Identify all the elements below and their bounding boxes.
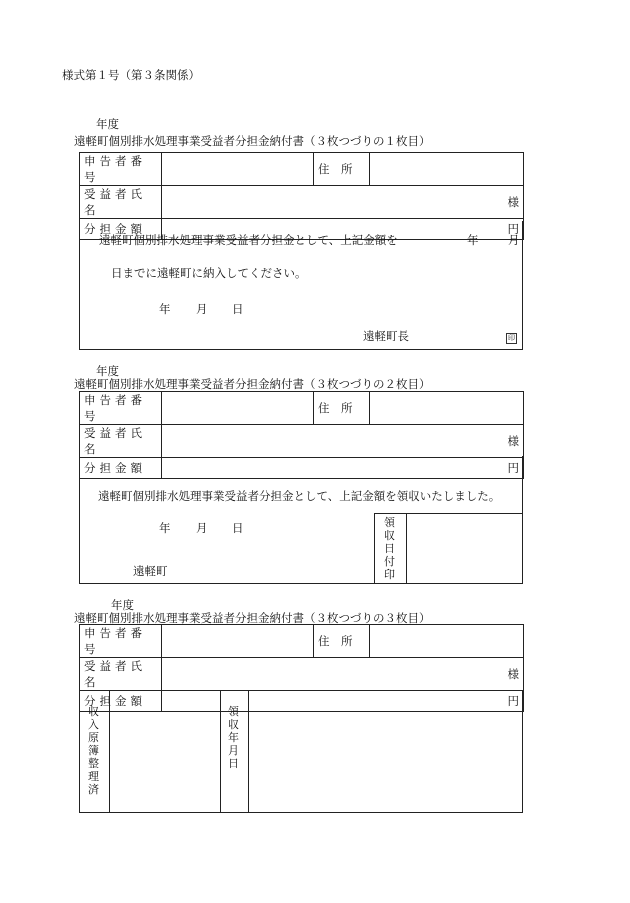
ledger-label-line — [109, 690, 110, 812]
ledger-field-end-line — [220, 690, 221, 812]
beneficiary-name-field[interactable] — [162, 425, 524, 458]
sama-suffix: 様 — [507, 667, 519, 681]
beneficiary-name-label: 受益者氏名 — [80, 186, 162, 219]
address-label: 住 所 — [314, 625, 370, 658]
yen-suffix: 円 — [507, 461, 519, 475]
applicant-number-field[interactable] — [162, 392, 314, 425]
amount-label: 分担金額 — [80, 458, 162, 479]
address-field[interactable] — [370, 392, 524, 425]
beneficiary-name-field[interactable] — [162, 658, 524, 691]
ledger-done-label: 収 入 原 簿 整 理 済 — [88, 705, 99, 796]
sheet1-date-hi: 日 — [232, 302, 244, 316]
sheet1-body-tsuki: 月 — [508, 233, 520, 247]
sama-suffix: 様 — [507, 195, 519, 209]
town-label: 遠軽町 — [133, 564, 168, 578]
amount-label: 分担金額 — [80, 691, 162, 712]
sheet2-body: 遠軽町個別排水処理事業受益者分担金として、上記金額を領収いたしました。 — [98, 489, 501, 503]
address-label: 住 所 — [314, 392, 370, 425]
receipt-stamp-label: 領 収 日 付 印 — [384, 516, 395, 581]
sheet1-notice-box — [79, 221, 523, 350]
sheet3-ledger-box — [79, 690, 523, 813]
sama-suffix: 様 — [507, 434, 519, 448]
mayor-label: 遠軽町長 — [363, 329, 409, 343]
sheet2-receipt-box — [79, 456, 523, 584]
form-number: 様式第１号（第３条関係） — [62, 68, 200, 82]
yen-suffix: 円 — [507, 222, 519, 236]
address-field[interactable] — [370, 153, 524, 186]
address-label: 住 所 — [314, 153, 370, 186]
stamp-inner-line — [406, 513, 407, 583]
sheet2-title: 遠軽町個別排水処理事業受益者分担金納付書（３枚つづりの２枚目） — [74, 377, 431, 391]
beneficiary-name-label: 受益者氏名 — [80, 658, 162, 691]
sheet3-title: 遠軽町個別排水処理事業受益者分担金納付書（３枚つづりの３枚目） — [74, 611, 431, 625]
sheet1-body-line2: 日までに遠軽町に納入してください。 — [111, 266, 307, 280]
sheet1-body-nen: 年 — [467, 233, 479, 247]
address-field[interactable] — [370, 625, 524, 658]
fiscal-year-label: 年度 — [96, 364, 119, 378]
sheet2-date-hi: 日 — [232, 521, 244, 535]
stamp-left-line — [374, 513, 375, 583]
seal-icon: 印 — [508, 334, 515, 342]
sheet1-date-tsuki: 月 — [196, 302, 208, 316]
sheet2-date-tsuki: 月 — [196, 521, 208, 535]
sheet1-title: 遠軽町個別排水処理事業受益者分担金納付書（３枚つづりの１枚目） — [74, 134, 431, 148]
sheet1-date-nen: 年 — [159, 302, 171, 316]
sheet2-date-nen: 年 — [159, 521, 171, 535]
receipt-date-label: 領 収 年 月 日 — [228, 705, 239, 770]
amount-label: 分担金額 — [80, 219, 162, 240]
fiscal-year-label: 年度 — [96, 117, 119, 131]
stamp-divider — [374, 513, 523, 514]
fiscal-year-label: 年度 — [111, 598, 134, 612]
applicant-number-label: 申告者番号 — [80, 392, 162, 425]
applicant-number-label: 申告者番号 — [80, 625, 162, 658]
receipt-date-label-line — [248, 690, 249, 812]
applicant-number-label: 申告者番号 — [80, 153, 162, 186]
sheet1-body-line1: 遠軽町個別排水処理事業受益者分担金として、上記金額を — [99, 233, 398, 247]
applicant-number-field[interactable] — [162, 153, 314, 186]
beneficiary-name-field[interactable] — [162, 186, 524, 219]
applicant-number-field[interactable] — [162, 625, 314, 658]
beneficiary-name-label: 受益者氏名 — [80, 425, 162, 458]
yen-suffix: 円 — [507, 694, 519, 708]
